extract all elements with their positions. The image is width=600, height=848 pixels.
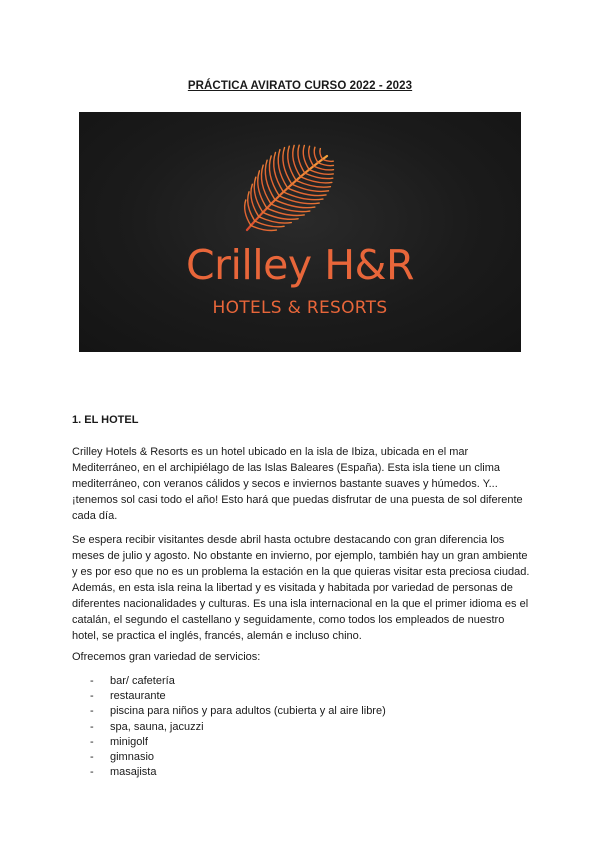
paragraph-services-intro: Ofrecemos gran variedad de servicios: xyxy=(72,651,261,663)
leaf-frond xyxy=(314,166,334,170)
leaf-frond xyxy=(322,159,333,161)
paragraph-intro: Crilley Hotels & Resorts es un hotel ubicado en la isla de Ibiza, ubicada en el mar Mediterráneo, en el archipiélago de las Islas Baleares (España). Esta isla tiene un clima mediterráneo, con veranos cálidos y secos e inviernos bastante suaves y húmedos. Y... ¡tenemos sol casi todo el año! Esto hará que puedas disfrutar de una puesta de sol diferente cada día. xyxy=(72,446,523,522)
service-label: minigolf xyxy=(110,735,148,748)
brand-name: Crilley H&R xyxy=(186,241,414,289)
leaf-frond xyxy=(288,146,296,180)
leaf-frond xyxy=(318,163,333,166)
list-item xyxy=(72,689,386,704)
bullet-dash: - xyxy=(90,720,94,733)
list-item xyxy=(72,704,386,719)
bullet-dash: - xyxy=(90,735,94,748)
service-label: spa, sauna, jacuzzi xyxy=(110,720,204,733)
list-item xyxy=(72,720,386,735)
service-label: restaurante xyxy=(110,690,166,703)
service-label: bar/ cafetería xyxy=(110,675,175,687)
leaf-frond xyxy=(320,149,323,160)
leaf-frond xyxy=(255,221,284,227)
list-item xyxy=(72,735,386,750)
section-heading: 1. EL HOTEL xyxy=(72,414,139,426)
list-item xyxy=(72,674,386,689)
list-item xyxy=(72,750,386,765)
service-label: piscina para niños y para adultos (cubierta y al aire libre) xyxy=(110,705,386,718)
services-list xyxy=(72,674,386,780)
bullet-dash: - xyxy=(90,751,94,764)
bullet-dash: - xyxy=(90,690,94,703)
bullet-dash: - xyxy=(90,675,94,687)
leaf-frond xyxy=(314,147,318,162)
bullet-dash: - xyxy=(90,766,94,779)
document-title: PRÁCTICA AVIRATO CURSO 2022 - 2023 xyxy=(187,80,413,92)
hotel-logo-banner xyxy=(79,112,521,352)
leaf-frond xyxy=(309,146,314,166)
service-label: gimnasio xyxy=(110,751,155,764)
list-item xyxy=(72,765,386,780)
paragraph-season: Se espera recibir visitantes desde abril hasta octubre destacando con gran diferencia los meses de julio y agosto. No obstante en invierno, por ejemplo, también hay un gran ambiente y es por eso que no es un problema la estación en la que quieras visitar esta preciosa ciudad. Además, en esta isla reina la libertad y es visitada y habitada por variedad de personas de diferentes nacionalidades y culturas. Es una isla internacional en la que el primer idioma es el catalán, el segundo el castellano y seguidamente, como todos los empleados de nuestro hotel, se practica el inglés, francés, alemán e incluso chino. xyxy=(72,534,530,642)
brand-subtitle: HOTELS & RESORTS xyxy=(212,298,388,318)
bullet-dash: - xyxy=(90,705,94,718)
service-label: masajista xyxy=(110,766,157,779)
